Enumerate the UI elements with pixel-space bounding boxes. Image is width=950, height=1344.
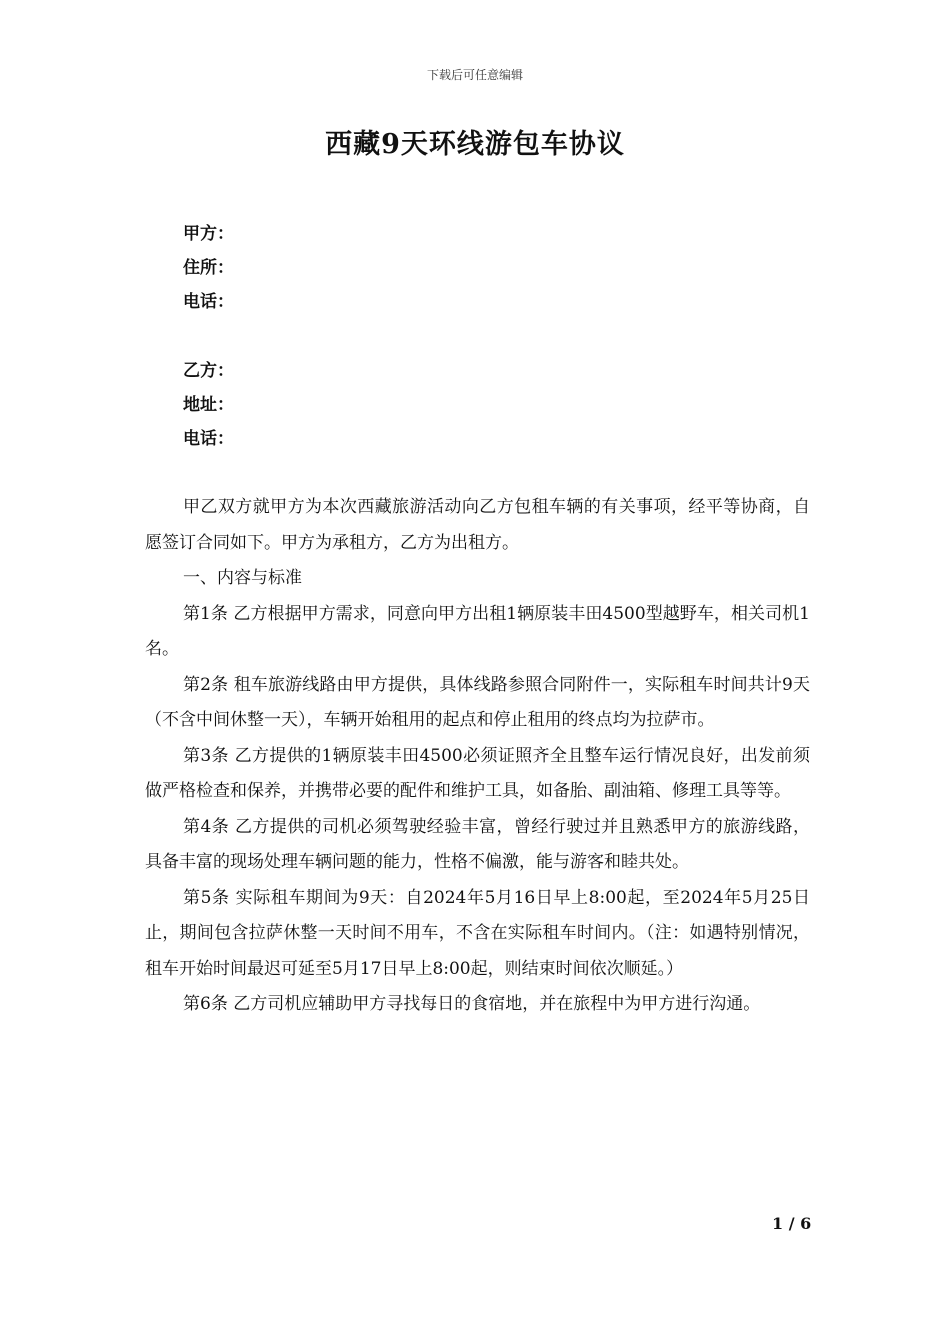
party-b-address-label: 地址： — [183, 395, 234, 415]
page-header-note: 下载后可任意编辑 — [426, 68, 523, 82]
clause-1: 第1条 乙方根据甲方需求，同意向甲方出租1辆原装丰田4500型越野车，相关司机1名。 — [145, 603, 810, 659]
party-b-phone-label: 电话： — [183, 429, 234, 449]
page-number: 1 / 6 — [772, 1214, 812, 1233]
party-a-address-label: 住所： — [183, 258, 234, 278]
intro-paragraph: 甲乙双方就甲方为本次西藏旅游活动向乙方包租车辆的有关事项，经平等协商，自愿签订合同如下。甲方为承租方，乙方为出租方。 — [145, 497, 810, 553]
clause-4: 第4条 乙方提供的司机必须驾驶经验丰富，曾经行驶过并且熟悉甲方的旅游线路，具备丰富的现场处理车辆问题的能力，性格不偏激，能与游客和睦共处。 — [145, 816, 810, 872]
party-b-block — [183, 354, 234, 456]
contract-body — [145, 490, 810, 1023]
clause-3: 第3条 乙方提供的1辆原装丰田4500必须证照齐全且整车运行情况良好，出发前须做严格检查和保养，并携带必要的配件和维护工具，如备胎、副油箱、修理工具等等。 — [145, 745, 810, 801]
party-b-name-label: 乙方： — [183, 361, 234, 381]
clause-2: 第2条 租车旅游线路由甲方提供，具体线路参照合同附件一，实际租车时间共计9天（不含中间休整一天），车辆开始租用的起点和停止租用的终点均为拉萨市。 — [145, 674, 810, 730]
party-a-phone-label: 电话： — [183, 292, 234, 312]
party-a-name-label: 甲方： — [183, 224, 234, 244]
document-title: 西藏9天环线游包车协议 — [325, 129, 625, 160]
party-a-block — [183, 217, 234, 319]
clause-5: 第5条 实际租车期间为9天：自2024年5月16日早上8:00起，至2024年5月25日止，期间包含拉萨休整一天时间不用车，不含在实际租车时间内。（注：如遇特别情况，租车开始时间最迟可延至5月17日早上8:00起，则结束时间依次顺延。） — [145, 887, 810, 979]
section-heading-content-standards: 一、内容与标准 — [183, 568, 302, 588]
clause-6: 第6条 乙方司机应辅助甲方寻找每日的食宿地，并在旅程中为甲方进行沟通。 — [183, 994, 761, 1014]
